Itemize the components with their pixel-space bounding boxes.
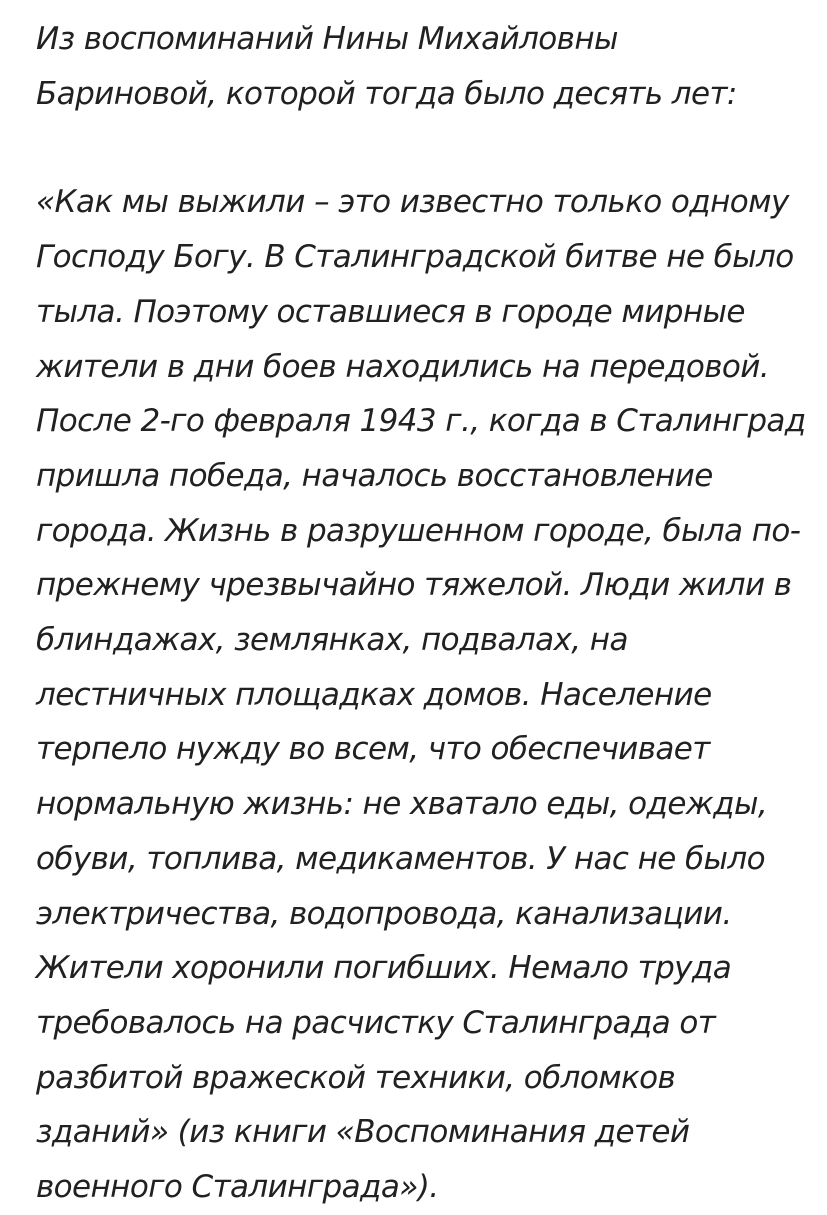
quote-line: блиндажах, землянках, подвалах, на — [36, 622, 628, 659]
intro-line: Бариновой, которой тогда было десять лет: — [36, 75, 737, 112]
quote-paragraph — [36, 175, 811, 1214]
quote-line: терпело нужду во всем, что обеспечивает — [36, 731, 710, 768]
quote-line: жители в дни боев находились на передовой. — [36, 348, 770, 385]
quote-line: «Как мы выжили – это известно только одному — [36, 184, 789, 221]
quote-line: тыла. Поэтому оставшиеся в городе мирные — [36, 293, 745, 330]
quote-line: нормальную жизнь: не хватало еды, одежды, — [36, 786, 768, 823]
quote-line: обуви, топлива, медикаментов. У нас не было — [36, 840, 765, 877]
quote-line: лестничных площадках домов. Население — [36, 676, 712, 713]
quote-line: Господу Богу. В Сталинградской битве не было — [36, 239, 794, 276]
quote-line: После 2-го февраля 1943 г., когда в Сталинград — [36, 403, 806, 440]
quote-line: города. Жизнь в разрушенном городе, была по- — [36, 512, 801, 549]
quote-line: Жители хоронили погибших. Немало труда — [36, 950, 732, 987]
quote-line: пришла победа, началось восстановление — [36, 457, 713, 494]
quote-line: военного Сталинграда»). — [36, 1169, 439, 1206]
intro-paragraph — [36, 12, 811, 121]
quote-line: зданий» (из книги «Воспоминания детей — [36, 1114, 690, 1151]
quote-line: разбитой вражеской техники, обломков — [36, 1059, 676, 1096]
quote-line: электричества, водопровода, канализации. — [36, 895, 732, 932]
quote-line: прежнему чрезвычайно тяжелой. Люди жили в — [36, 567, 792, 604]
quote-line: требовалось на расчистку Сталинграда от — [36, 1004, 716, 1041]
intro-line: Из воспоминаний Нины Михайловны — [36, 21, 618, 57]
article-body — [36, 12, 811, 1215]
